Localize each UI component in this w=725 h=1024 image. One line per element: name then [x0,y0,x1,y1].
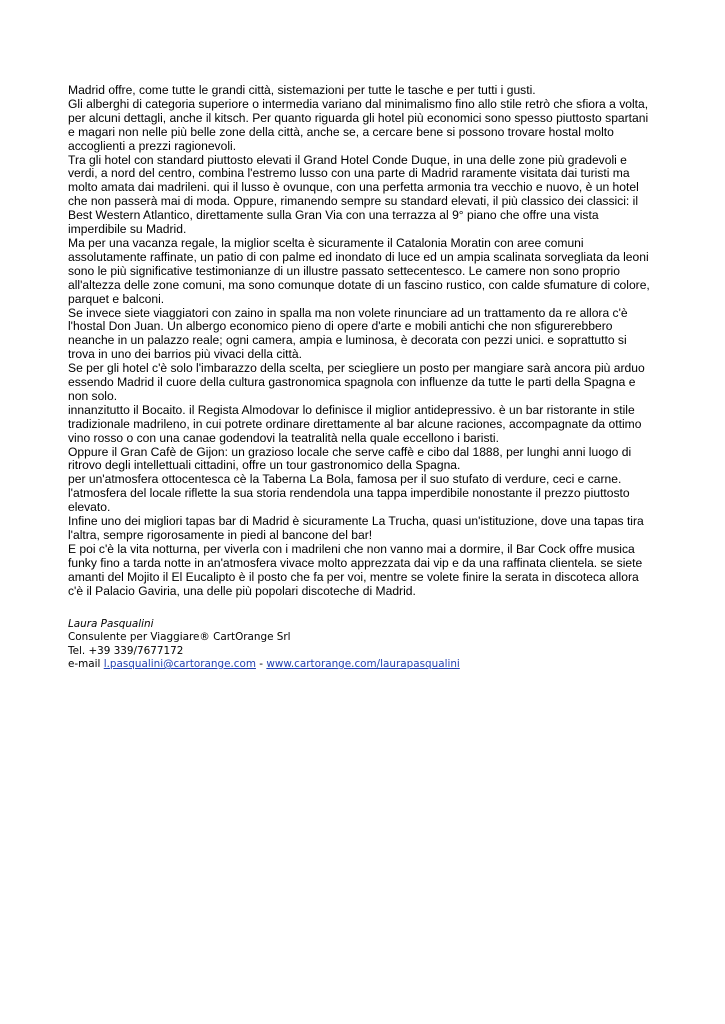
author-name: Laura Pasqualini [68,617,154,630]
paragraph-hotel-categories: Gli alberghi di categoria superiore o intermedia variano dal minimalismo fino allo stile retrò che sfiora a volta, per alcuni dettagli, anche il kitsch. Per quanto riguarda gli hotel più economici sono spesso piuttosto spartani e magari non nelle più belle zone della città, anche se, a cercare bene si possono trovare hostal molto accoglienti a prezzi ragionevoli. [68,96,649,153]
paragraph-food-intro: Se per gli hotel c'è solo l'imbarazzo della scelta, per sciegliere un posto per mangiare sarà ancora più arduo essendo Madrid il cuore della cultura gastronomica spagnola con influenze da tutte le parti della Spagna e non solo. [68,361,645,403]
contact-line [68,658,653,672]
document-page [68,84,653,672]
signature-block [68,618,653,672]
website-link[interactable]: www.cartorange.com/laurapasqualini [266,658,460,671]
article-body [68,84,653,599]
email-label: e-mail [68,658,104,671]
author-phone: Tel. +39 339/7677172 [68,644,184,657]
paragraph-bocaito: innanzitutto il Bocaito. il Regista Almodovar lo definisce il miglior antidepressivo. è un bar ristorante in stile tradizionale madrileno, in cui potrete ordinare direttamente al bar alcune raciones, accompagnate da ottimo vino rosso o con una canae godendovi la teatralità nella quale eccellono i baristi. [68,402,642,445]
contact-separator: - [255,658,267,671]
paragraph-hostal-don-juan: Se invece siete viaggiatori con zaino in spalla ma non volete rinunciare ad un trattamento da re allora c'è l'hostal Don Juan. Un albergo economico pieno di opere d'arte e mobili antichi che non sfigurerebbero neanche in un palazzo reale; ogni camera, ampia e luminosa, è decorata con pezzi unici. e soprattutto si trova in uno dei barrios più vivaci della città. [68,305,628,362]
author-role: Consulente per Viaggiare® CartOrange Srl [68,631,291,644]
paragraph-taberna-la-bola: per un'atmosfera ottocentesca cè la Taberna La Bola, famosa per il suo stufato di verdure, ceci e carne. l'atmosfera del locale riflette la sua storia rendendola una tappa imperdibile nonostante il prezzo piuttosto elevato. [68,472,630,515]
email-link[interactable]: l.pasqualini@cartorange.com [103,658,256,671]
paragraph-nightlife: E poi c'è la vita notturna, per viverla con i madrileni che non vanno mai a dormire, il Bar Cock offre musica funky fino a tarda notte in an'atmosfera vivace molto apprezzata dai vip e da una raffinata clientela. se siete amanti del Mojito il El Eucalipto è il posto che fa per voi, mentre se volete finire la serata in discoteca allora c'è il Palacio Gaviria, una delle più popolari discoteche di Madrid. [68,541,643,598]
paragraph-catalonia-moratin: Ma per una vacanza regale, la miglior scelta è sicuramente il Catalonia Moratin con aree comuni assolutamente raffinate, un patio di con palme ed inondato di luce ed un ampia scalinata sorvegliata da leoni sono le più significative testimonianze di un illustre passato settecentesco. Le camere non sono proprio all'altezza delle zone comuni, ma sono comunque dotate di un fascino rustico, con calde sfumature di colore, parquet e balconi. [68,235,650,306]
paragraph-luxury-hotels: Tra gli hotel con standard piuttosto elevati il Grand Hotel Conde Duque, in una delle zone più gradevoli e verdi, a nord del centro, combina l'estremo lusso con una parte di Madrid raramente visitata dai turisti ma molto amata dai madrileni. qui il lusso è ovunque, con una perfetta armonia tra vecchio e nuovo, è un hotel che non passerà mai di moda. Oppure, rimanendo sempre su standard elevati, il più classico dei classici: il Best Western Atlantico, direttamente sulla Gran Via con una terrazza al 9° piano che offre una vista imperdibile su Madrid. [68,152,639,237]
paragraph-la-trucha: Infine uno dei migliori tapas bar di Madrid è sicuramente La Trucha, quasi un'istituzione, dove una tapas tira l'altra, sempre rigorosamente in piedi al bancone del bar! [68,514,644,542]
paragraph-intro: Madrid offre, come tutte le grandi città, sistemazioni per tutte le tasche e per tutti i gusti. [68,83,536,97]
paragraph-gran-cafe-gijon: Oppure il Gran Cafè de Gijon: un grazioso locale che serve caffè e cibo dal 1888, per lunghi anni luogo di ritrovo degli intellettuali cittadini, offre un tour gastronomico della Spagna. [68,444,632,473]
